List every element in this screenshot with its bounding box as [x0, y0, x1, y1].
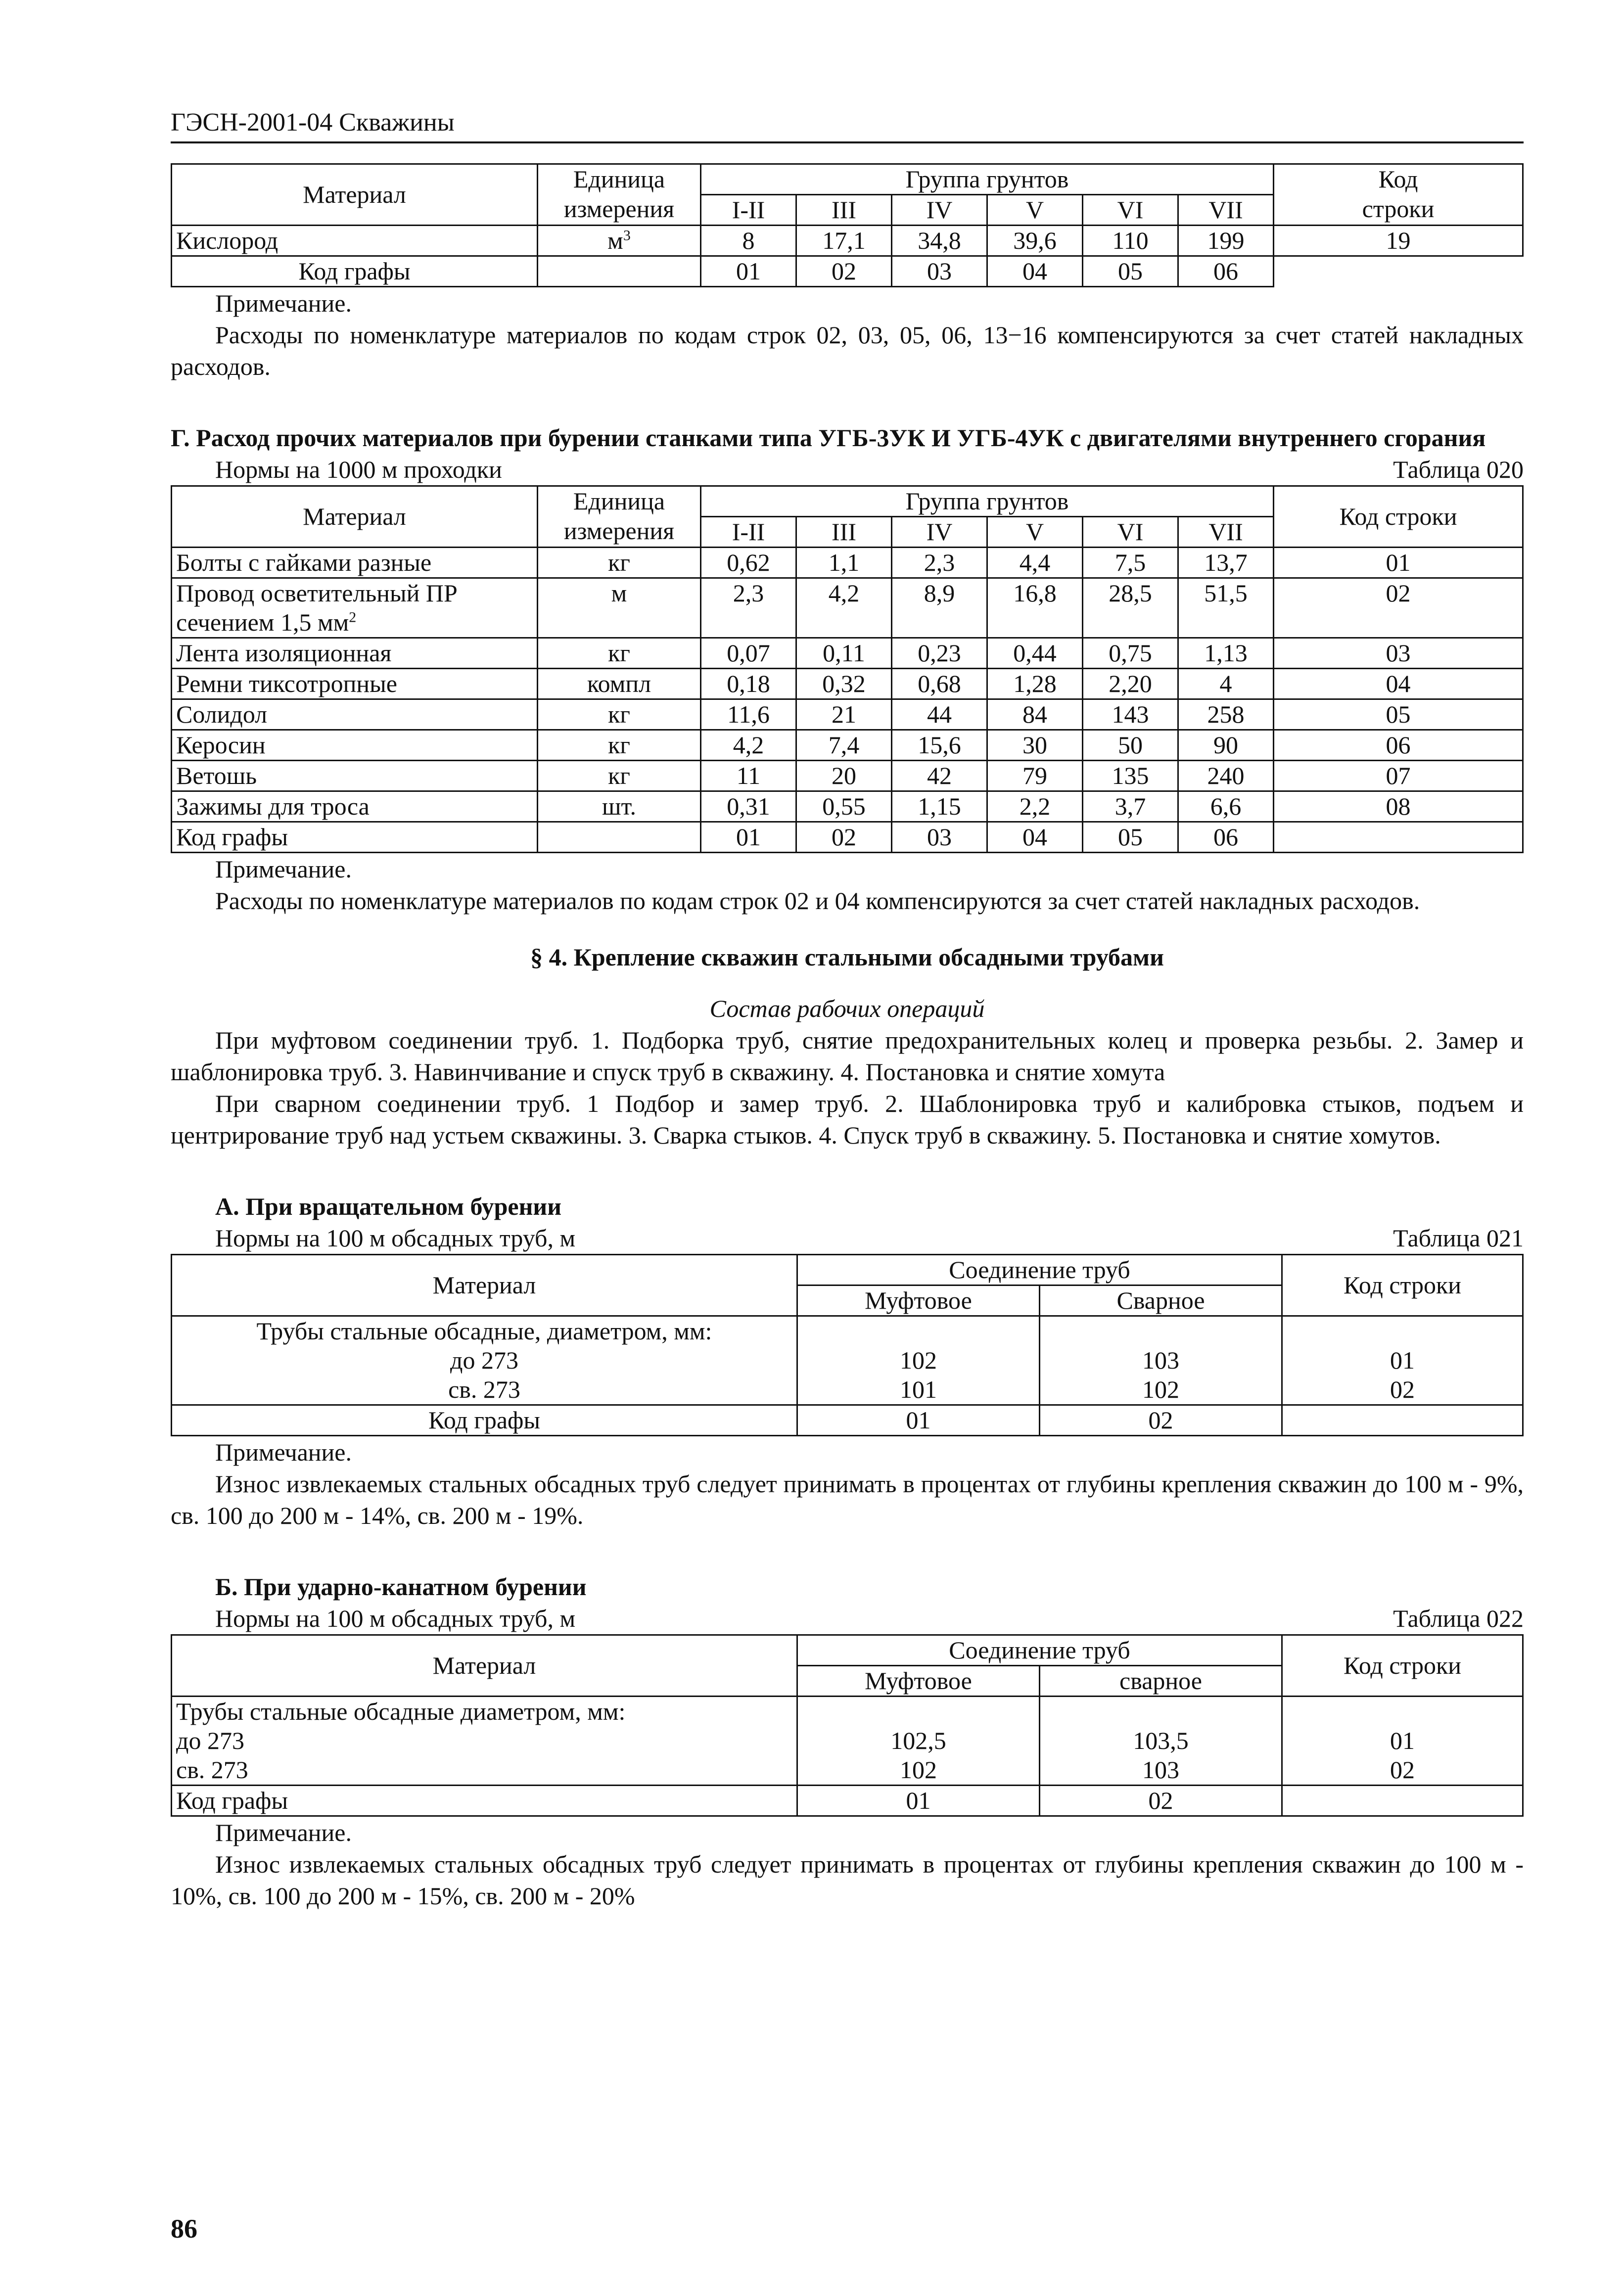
value-cell: 6,6 [1178, 791, 1274, 822]
operations-text: При муфтовом соединении труб. 1. Подборка труб, снятие предохранительных колец и проверка резьбы. 2. Замер и шаблонировка труб. 3. Навинчивание и спуск труб в скважину. 4. Постановка и снятие хомута [171, 1026, 1524, 1086]
value-cell: 103 [1142, 1755, 1179, 1784]
empty-cell [1282, 1405, 1523, 1435]
table-oxygen [171, 163, 1524, 287]
footer-code: 01 [797, 1785, 1040, 1816]
col-material: Материал [172, 164, 538, 225]
footer-code: 05 [1083, 822, 1178, 852]
note-text: Расходы по номенклатуре материалов по кодам строк 02 и 04 компенсируются за счет статей накладных расходов. [215, 886, 1420, 915]
value-cell: 11,6 [701, 699, 796, 730]
value-cell: 0,75 [1083, 638, 1178, 668]
footer-code: 06 [1178, 822, 1274, 852]
col-unit-2: измерения [538, 194, 701, 225]
value-cell: 1,1 [796, 547, 892, 578]
value-cell: 44 [892, 699, 987, 730]
value-cell: 0,32 [796, 668, 892, 699]
col-coupling: Муфтовое [797, 1665, 1040, 1696]
section-title: Г. Расход прочих материалов при бурении станками типа УГБ-3УК И УГБ-4УК с двигателями внутреннего сгорания [171, 423, 1486, 452]
value-cell: 0,23 [892, 638, 987, 668]
value-cell: 1,13 [1178, 638, 1274, 668]
note-label: Примечание. [215, 855, 352, 883]
unit-cell: м [538, 578, 701, 638]
unit-cell: кг [538, 730, 701, 760]
material-name: св. 273 [176, 1755, 248, 1784]
col-unit: Единица [538, 164, 701, 194]
footer-label: Код графы [172, 256, 538, 286]
value-cell: 102 [900, 1346, 937, 1374]
table-row [172, 1696, 1523, 1785]
note-label: Примечание. [215, 1438, 352, 1466]
empty-cell [538, 256, 701, 286]
material-name: до 273 [450, 1346, 518, 1374]
note-label: Примечание. [215, 1818, 352, 1846]
empty-cell [1274, 256, 1523, 286]
value-cell: 1,15 [892, 791, 987, 822]
note-text: Износ извлекаемых стальных обсадных труб следует принимать в процентах от глубины крепления скважин до 100 м - 9%, св. 100 до 200 м - 14%, св. 200 м - 19%. [171, 1469, 1524, 1529]
unit-cell: компл [538, 668, 701, 699]
value-cell: 4,4 [987, 547, 1083, 578]
group-header: VII [1178, 194, 1274, 225]
col-welded: Сварное [1040, 1285, 1282, 1316]
footer-code: 02 [1040, 1785, 1282, 1816]
norms-line [171, 1222, 1524, 1254]
code-cell: 01 [1274, 547, 1523, 578]
group-header: VI [1083, 516, 1178, 547]
group-header: V [987, 194, 1083, 225]
code-cell: 19 [1274, 225, 1523, 256]
value-cell: 13,7 [1178, 547, 1274, 578]
col-unit: Единица [538, 486, 701, 516]
group-header: IV [892, 516, 987, 547]
section-title: Б. При ударно-канатном бурении [215, 1572, 587, 1601]
footer-label: Код графы [172, 1405, 797, 1435]
material-name: Ветошь [172, 760, 538, 791]
table-020 [171, 485, 1524, 853]
running-header: ГЭСН-2001-04 Скважины [171, 106, 1524, 143]
value-cell: 79 [987, 760, 1083, 791]
footer-code: 02 [1040, 1405, 1282, 1435]
value-cell: 11 [701, 760, 796, 791]
table-row [172, 668, 1523, 699]
group-header: VII [1178, 516, 1274, 547]
table-number: Таблица 021 [1393, 1224, 1524, 1252]
col-code: Код строки [1282, 1635, 1523, 1696]
operations-title: Состав рабочих операций [709, 994, 985, 1022]
code-cell: 06 [1274, 730, 1523, 760]
col-group: Группа грунтов [701, 164, 1274, 194]
group-header: VI [1083, 194, 1178, 225]
group-header: V [987, 516, 1083, 547]
value-cell: 2,3 [892, 547, 987, 578]
material-name: Кислород [172, 225, 538, 256]
col-code-2: строки [1274, 194, 1523, 225]
footer-code: 01 [701, 822, 796, 852]
footer-code: 06 [1178, 256, 1274, 286]
empty-cell [1274, 822, 1523, 852]
group-header: III [796, 516, 892, 547]
footer-code: 01 [701, 256, 796, 286]
code-cell: 07 [1274, 760, 1523, 791]
unit-cell: кг [538, 547, 701, 578]
unit-cell: $м^3$ [538, 225, 701, 256]
footer-code: 04 [987, 256, 1083, 286]
norms-text: Нормы на 100 м обсадных труб, м [215, 1224, 576, 1252]
table-021 [171, 1254, 1524, 1436]
footer-code: 01 [797, 1405, 1040, 1435]
operations-text: При сварном соединении труб. 1 Подбор и замер труб. 2. Шаблонировка труб и калибровка стыков, подъем и центрирование труб над устьем скважины. 3. Сварка стыков. 4. Спуск труб в скважину. 5. Постановка и снятие хомутов. [171, 1089, 1524, 1149]
code-cell: 08 [1274, 791, 1523, 822]
value-cell: 28,5 [1083, 578, 1178, 638]
table-row [172, 760, 1523, 791]
value-cell: 20 [796, 760, 892, 791]
material-name: Лента изоляционная [172, 638, 538, 668]
value-cell: 39,6 [987, 225, 1083, 256]
material-name: св. 273 [448, 1375, 520, 1403]
table-row [172, 730, 1523, 760]
code-cell: 03 [1274, 638, 1523, 668]
col-unit-2: измерения [538, 516, 701, 547]
col-welded: сварное [1040, 1665, 1282, 1696]
table-row [172, 547, 1523, 578]
value-cell: 2,20 [1083, 668, 1178, 699]
value-cell: 102,5 [890, 1726, 946, 1754]
table-row [172, 699, 1523, 730]
group-label: Трубы стальные обсадные диаметром, мм: [176, 1697, 626, 1725]
value-cell: 0,44 [987, 638, 1083, 668]
note-text: Износ извлекаемых стальных обсадных труб следует принимать в процентах от глубины крепления скважин до 100 м - 10%, св. 100 до 200 м - 15%, св. 200 м - 20% [171, 1850, 1524, 1910]
material-name: Болты с гайками разные [172, 547, 538, 578]
value-cell: 1,28 [987, 668, 1083, 699]
value-cell: 8 [701, 225, 796, 256]
unit-cell: шт. [538, 791, 701, 822]
value-cell: 2,3 [701, 578, 796, 638]
value-cell: 240 [1178, 760, 1274, 791]
footer-code: 03 [892, 256, 987, 286]
footer-code: 02 [796, 256, 892, 286]
paragraph-title: § 4. Крепление скважин стальными обсадными трубами [530, 943, 1164, 971]
value-cell: 0,18 [701, 668, 796, 699]
value-cell: 0,31 [701, 791, 796, 822]
value-cell: 4,2 [796, 578, 892, 638]
value-cell: 102 [900, 1755, 937, 1784]
col-group: Группа грунтов [701, 486, 1274, 516]
value-cell: 50 [1083, 730, 1178, 760]
material-name: Солидол [172, 699, 538, 730]
value-cell: 0,55 [796, 791, 892, 822]
value-cell: 3,7 [1083, 791, 1178, 822]
material-name: Керосин [172, 730, 538, 760]
value-cell: 4,2 [701, 730, 796, 760]
table-footer-row [172, 822, 1523, 852]
col-coupling: Муфтовое [797, 1285, 1040, 1316]
value-cell: 4 [1178, 668, 1274, 699]
col-material: Материал [172, 1635, 797, 1696]
value-cell: 258 [1178, 699, 1274, 730]
footer-code: 02 [796, 822, 892, 852]
value-cell: 30 [987, 730, 1083, 760]
value-cell: 103 [1142, 1346, 1179, 1374]
value-cell: 7,5 [1083, 547, 1178, 578]
footer-label: Код графы [172, 1785, 797, 1816]
table-number: Таблица 022 [1393, 1604, 1524, 1632]
group-header: IV [892, 194, 987, 225]
value-cell: 8,9 [892, 578, 987, 638]
group-header: I-II [701, 194, 796, 225]
group-label: Трубы стальные обсадные, диаметром, мм: [256, 1317, 712, 1345]
col-code: Код строки [1274, 486, 1523, 547]
value-cell: 90 [1178, 730, 1274, 760]
code-cell: 02 [1390, 1375, 1415, 1403]
note-text: Расходы по номенклатуре материалов по кодам строк 02, 03, 05, 06, 13−16 компенсируются за счет статей накладных расходов. [171, 321, 1524, 380]
code-cell: 05 [1274, 699, 1523, 730]
col-code: Код строки [1282, 1254, 1523, 1316]
norms-text: Нормы на 100 м обсадных труб, м [215, 1604, 576, 1632]
code-cell: 02 [1390, 1755, 1415, 1784]
value-cell: 7,4 [796, 730, 892, 760]
table-footer-row [172, 256, 1523, 286]
table-footer-row [172, 1405, 1523, 1435]
value-cell: 0,11 [796, 638, 892, 668]
footer-code: 05 [1083, 256, 1178, 286]
unit-cell: кг [538, 760, 701, 791]
value-cell: 101 [900, 1375, 937, 1403]
section-title: А. При вращательном бурении [215, 1192, 562, 1220]
unit-cell: кг [538, 699, 701, 730]
material-name: до 273 [176, 1726, 244, 1754]
unit-cell: кг [538, 638, 701, 668]
value-cell: 84 [987, 699, 1083, 730]
group-header: III [796, 194, 892, 225]
code-cell: 02 [1274, 578, 1523, 638]
code-cell: 04 [1274, 668, 1523, 699]
footer-code: 03 [892, 822, 987, 852]
note-label: Примечание. [215, 289, 352, 317]
empty-cell [1282, 1785, 1523, 1816]
material-name: Провод осветительный ПР сечением 1,5 $мм^2$ [172, 578, 538, 638]
value-cell: 2,2 [987, 791, 1083, 822]
value-cell: 0,62 [701, 547, 796, 578]
value-cell: 135 [1083, 760, 1178, 791]
table-022 [171, 1634, 1524, 1817]
value-cell: 103,5 [1133, 1726, 1189, 1754]
norms-text: Нормы на 1000 м проходки [215, 455, 502, 483]
value-cell: 110 [1083, 225, 1178, 256]
value-cell: 51,5 [1178, 578, 1274, 638]
table-row [172, 1316, 1523, 1405]
material-name: Зажимы для троса [172, 791, 538, 822]
table-row [172, 638, 1523, 668]
value-cell: 17,1 [796, 225, 892, 256]
document-page [171, 106, 1524, 1912]
footer-label: Код графы [172, 822, 538, 852]
table-row [172, 225, 1523, 256]
value-cell: 16,8 [987, 578, 1083, 638]
table-number: Таблица 020 [1393, 455, 1524, 483]
value-cell: 0,07 [701, 638, 796, 668]
norms-line [171, 454, 1524, 485]
code-cell: 01 [1390, 1346, 1415, 1374]
value-cell: 102 [1142, 1375, 1179, 1403]
footer-code: 04 [987, 822, 1083, 852]
col-connection: Соединение труб [797, 1635, 1282, 1665]
group-header: I-II [701, 516, 796, 547]
code-cell: 01 [1390, 1726, 1415, 1754]
table-row [172, 791, 1523, 822]
value-cell: 0,68 [892, 668, 987, 699]
value-cell: 21 [796, 699, 892, 730]
norms-line [171, 1603, 1524, 1634]
value-cell: 34,8 [892, 225, 987, 256]
value-cell: 15,6 [892, 730, 987, 760]
table-row [172, 578, 1523, 638]
col-connection: Соединение труб [797, 1254, 1282, 1285]
value-cell: 199 [1178, 225, 1274, 256]
col-code: Код [1274, 164, 1523, 194]
page-number: 86 [171, 2214, 197, 2244]
value-cell: 143 [1083, 699, 1178, 730]
material-name: Ремни тиксотропные [172, 668, 538, 699]
col-material: Материал [172, 486, 538, 547]
empty-cell [538, 822, 701, 852]
table-footer-row [172, 1785, 1523, 1816]
value-cell: 42 [892, 760, 987, 791]
col-material: Материал [172, 1254, 797, 1316]
